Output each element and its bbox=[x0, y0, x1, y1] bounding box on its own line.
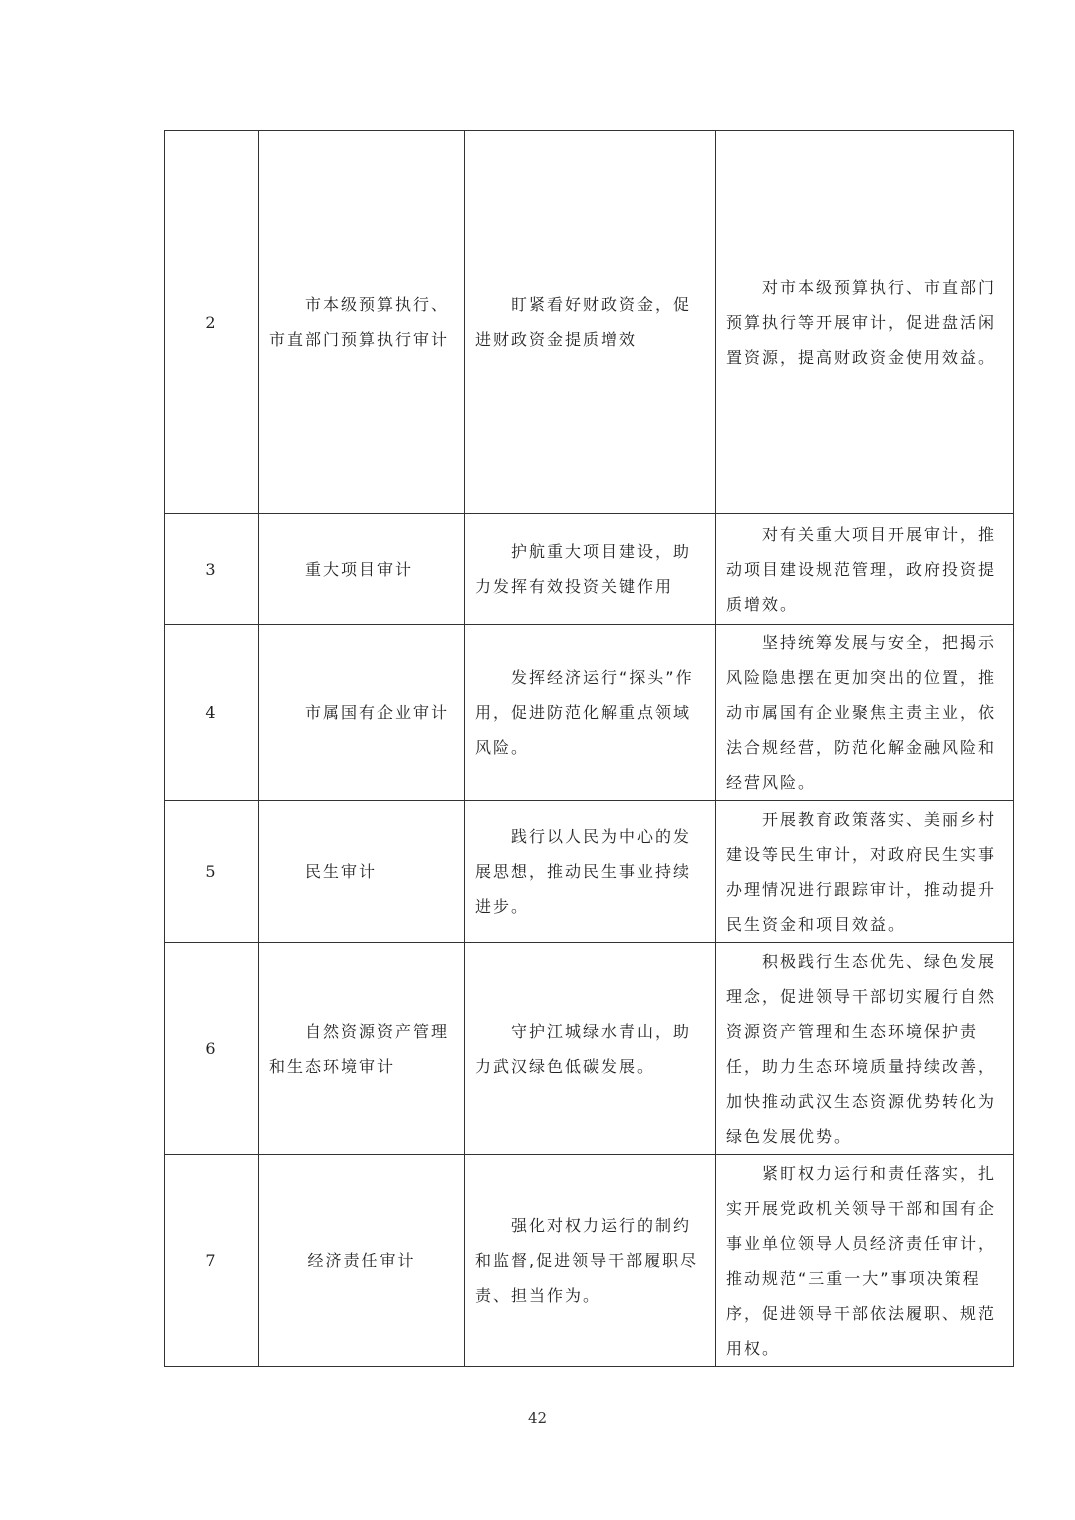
project-content: 开展教育政策落实、美丽乡村建设等民生审计，对政府民生实事办理情况进行跟踪审计，推动提升民生资金和项目效益。 bbox=[726, 809, 997, 934]
project-content: 积极践行生态优先、绿色发展理念，促进领导干部切实履行自然资源资产管理和生态环境保护责任，助力生态环境质量持续改善，加快推动武汉生态资源优势转化为绿色发展优势。 bbox=[726, 951, 997, 1146]
project-content: 对有关重大项目开展审计，推动项目建设规范管理，政府投资提质增效。 bbox=[726, 524, 997, 614]
project-name: 市本级预算执行、市直部门预算执行审计 bbox=[269, 295, 450, 349]
table-row bbox=[165, 131, 1014, 514]
project-content-cell bbox=[716, 943, 1014, 1155]
row-number-cell: 7 bbox=[165, 1155, 259, 1367]
project-name-cell bbox=[259, 625, 465, 801]
row-number-cell: 3 bbox=[165, 514, 259, 625]
project-content-cell bbox=[716, 1155, 1014, 1367]
project-name: 重大项目审计 bbox=[305, 559, 414, 579]
project-goal: 践行以人民为中心的发展思想，推动民生事业持续进步。 bbox=[475, 827, 692, 916]
table-row bbox=[165, 514, 1014, 625]
project-goal: 强化对权力运行的制约和监督,促进领导干部履职尽责、担当作为。 bbox=[475, 1216, 699, 1305]
table-row bbox=[165, 801, 1014, 943]
project-content-cell bbox=[716, 625, 1014, 801]
project-goal-cell bbox=[465, 131, 716, 514]
project-goal-cell bbox=[465, 625, 716, 801]
project-goal: 发挥经济运行“探头”作用，促进防范化解重点领域风险。 bbox=[475, 668, 694, 757]
project-name: 民生审计 bbox=[305, 862, 378, 881]
project-goal-cell bbox=[465, 943, 716, 1155]
table-row bbox=[165, 1155, 1014, 1367]
project-name-cell bbox=[259, 943, 465, 1155]
project-goal-cell bbox=[465, 514, 716, 625]
project-name: 市属国有企业审计 bbox=[305, 703, 450, 722]
row-number-cell: 4 bbox=[165, 625, 259, 801]
project-content-cell bbox=[716, 514, 1014, 625]
row-number-cell: 6 bbox=[165, 943, 259, 1155]
project-goal: 盯紧看好财政资金，促进财政资金提质增效 bbox=[475, 295, 692, 349]
project-name-cell bbox=[259, 1155, 465, 1367]
project-goal-cell bbox=[465, 1155, 716, 1367]
project-content: 坚持统筹发展与安全，把揭示风险隐患摆在更加突出的位置，推动市属国有企业聚焦主责主业，依法合规经营，防范化解金融风险和经营风险。 bbox=[726, 633, 997, 792]
project-name-cell bbox=[259, 514, 465, 625]
project-name-cell bbox=[259, 131, 465, 514]
project-goal: 护航重大项目建设，助力发挥有效投资关键作用 bbox=[475, 542, 692, 596]
project-name-cell bbox=[259, 801, 465, 943]
project-content-cell bbox=[716, 801, 1014, 943]
project-content: 对市本级预算执行、市直部门预算执行等开展审计，促进盘活闲置资源，提高财政资金使用效益。 bbox=[726, 277, 997, 367]
project-name: 经济责任审计 bbox=[307, 1251, 416, 1270]
audit-plan-table bbox=[164, 130, 1014, 1367]
project-goal-cell bbox=[465, 801, 716, 943]
page-number: 42 bbox=[527, 1409, 548, 1427]
project-content: 紧盯权力运行和责任落实，扎实开展党政机关领导干部和国有企事业单位领导人员经济责任审计，推动规范“三重一大”事项决策程序，促进领导干部依法履职、规范用权。 bbox=[726, 1163, 997, 1358]
table-row bbox=[165, 625, 1014, 801]
project-goal: 守护江城绿水青山，助力武汉绿色低碳发展。 bbox=[475, 1021, 692, 1076]
project-name: 自然资源资产管理和生态环境审计 bbox=[269, 1021, 450, 1076]
table-row bbox=[165, 943, 1014, 1155]
row-number-cell: 5 bbox=[165, 801, 259, 943]
row-number-cell: 2 bbox=[165, 131, 259, 514]
project-content-cell bbox=[716, 131, 1014, 514]
